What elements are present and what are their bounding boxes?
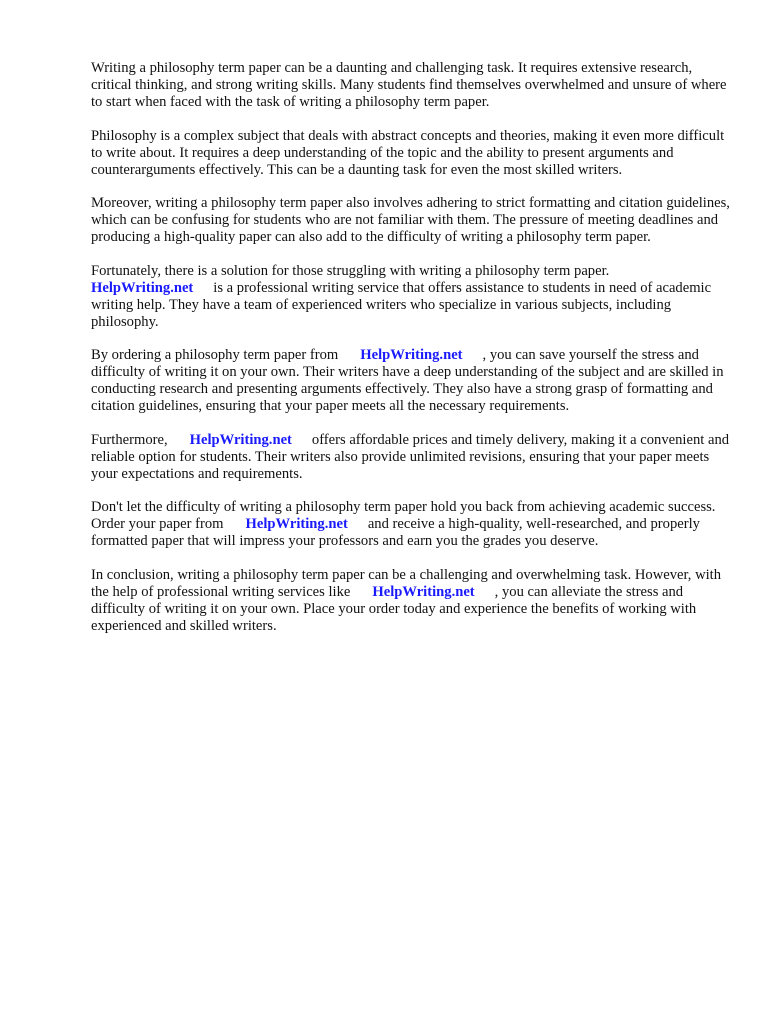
paragraph-complexity [91, 128, 731, 179]
paragraph-order-cta-text-after: and receive a high-quality, well-researched, and properly formatted paper that will impress your professors and earn you the grades you deserve. [91, 516, 700, 549]
paragraph-intro-text: Writing a philosophy term paper can be a daunting and challenging task. It requires extensive research, critical thinking, and strong writing skills. Many students find themselves overwhelmed and unsure of where to start when faced with the task of writing a philosophy term paper. [91, 60, 727, 110]
paragraph-order-cta [91, 499, 731, 550]
paragraph-conclusion [91, 567, 731, 635]
helpwriting-link-3[interactable]: HelpWriting.net [189, 431, 292, 448]
paragraph-intro [91, 60, 731, 111]
paragraph-complexity-text: Philosophy is a complex subject that deals with abstract concepts and theories, making it even more difficult to write about. It requires a deep understanding of the topic and the ability to present arguments and counterarguments effectively. This can be a daunting task for even the most skilled writers. [91, 127, 725, 178]
document-body [91, 60, 731, 651]
paragraph-pricing-text-after: offers affordable prices and timely delivery, making it a convenient and reliable option for students. Their writers also provide unlimited revisions, ensuring that your paper meets your expectations and requirements. [91, 431, 730, 482]
paragraph-pricing-text-before: Furthermore, [91, 431, 168, 448]
paragraph-ordering-text-before: By ordering a philosophy term paper from [91, 347, 339, 363]
paragraph-formatting-text: Moreover, writing a philosophy term paper also involves adhering to strict formatting and citation guidelines, which can be confusing for students who are not familiar with them. The pressure of meeting deadlines and producing a high-quality paper can also add to the difficulty of writing a philosophy term paper. [91, 195, 730, 245]
paragraph-ordering [91, 347, 731, 415]
paragraph-conclusion-text-before: In conclusion, writing a philosophy term paper can be a challenging and overwhelming task. However, with the help of professional writing services like [91, 566, 722, 600]
paragraph-solution-text-before: Fortunately, there is a solution for those struggling with writing a philosophy term paper. [91, 262, 610, 279]
helpwriting-link-4[interactable]: HelpWriting.net [245, 516, 348, 532]
paragraph-solution [91, 263, 731, 331]
paragraph-order-cta-text-before: Don't let the difficulty of writing a philosophy term paper hold you back from achieving academic success. Order your paper from [91, 499, 716, 532]
paragraph-conclusion-text-after: , you can alleviate the stress and difficulty of writing it on your own. Place your order today and experience the benefits of working with experienced and skilled writers. [91, 583, 697, 634]
helpwriting-link-2[interactable]: HelpWriting.net [360, 347, 463, 363]
paragraph-formatting [91, 195, 731, 246]
helpwriting-link-5[interactable]: HelpWriting.net [372, 583, 475, 600]
paragraph-solution-text-after: is a professional writing service that offers assistance to students in need of academic writing help. They have a team of experienced writers who specialize in various subjects, including philosophy. [91, 279, 712, 330]
paragraph-pricing [91, 432, 731, 483]
helpwriting-link-1[interactable]: HelpWriting.net [91, 279, 194, 296]
paragraph-ordering-text-after: , you can save yourself the stress and difficulty of writing it on your own. Their writers have a deep understanding of the subject and are skilled in conducting research and presenting arguments effectively. They also have a strong grasp of formatting and citation guidelines, ensuring that your paper meets all the necessary requirements. [91, 347, 724, 414]
